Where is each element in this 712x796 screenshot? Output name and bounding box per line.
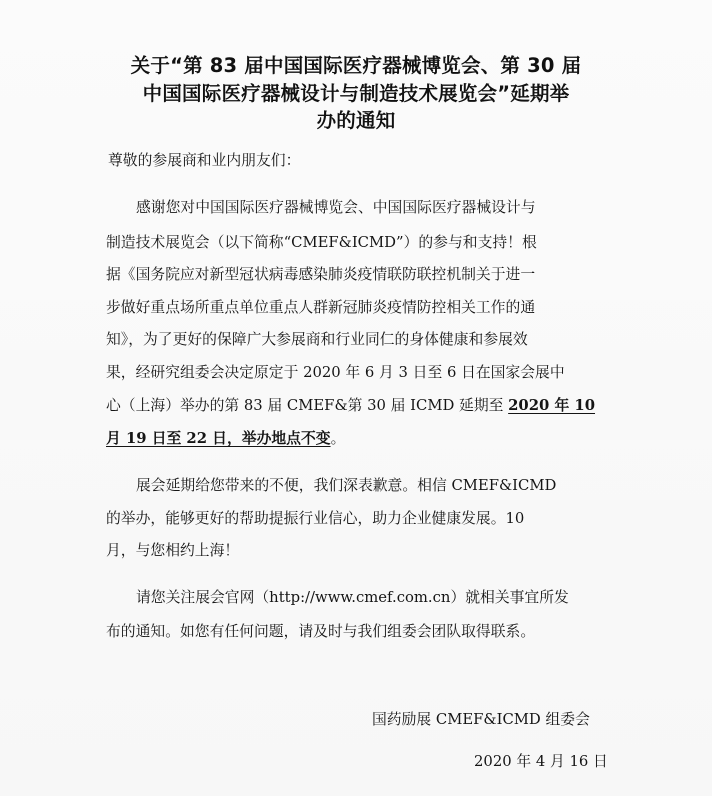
paragraph2-line-2: 的举办，能够更好的帮助提振行业信心，助力企业健康发展。10 (106, 510, 525, 527)
paragraph1-line-7-text: 心（上海）举办的第 83 届 CMEF&第 30 届 ICMD 延期至 (106, 397, 509, 414)
paragraph1-line-1: 感谢您对中国国际医疗器械博览会、中国国际医疗器械设计与 (136, 199, 536, 216)
paragraph2-line-3: 月，与您相约上海！ (106, 542, 240, 559)
notice-title-line-1: 关于“第 83 届中国国际医疗器械博览会、第 30 届 (130, 54, 582, 77)
paragraph1-line-5: 知》，为了更好的保障广大参展商和行业同仁的身体健康和参展效 (106, 331, 528, 348)
paragraph1-line-3: 据《国务院应对新型冠状病毒感染肺炎疫情联防联控机制关于进一 (106, 266, 536, 283)
postponed-date-highlight-part1: 2020 年 10 (508, 397, 596, 414)
paragraph1-end-mark: 。 (330, 430, 346, 447)
notice-title-line-3: 办的通知 (316, 109, 396, 132)
paragraph3-line-2: 布的通知。如您有任何问题，请及时与我们组委会团队取得联系。 (106, 623, 536, 640)
paragraph2-line-1: 展会延期给您带来的不便，我们深表歉意。相信 CMEF&ICMD (136, 477, 557, 494)
notice-date: 2020 年 4 月 16 日 (474, 753, 608, 770)
paragraph3-line-1: 请您关注展会官网（http://www.cmef.com.cn）就相关事宜所发 (136, 589, 569, 606)
signature: 国药励展 CMEF&ICMD 组委会 (372, 711, 590, 728)
postponed-date-highlight-part2: 月 19 日至 22 日，举办地点不变 (106, 430, 331, 447)
notice-title-line-2: 中国国际医疗器械设计与制造技术展览会”延期举 (142, 82, 570, 105)
salutation: 尊敬的参展商和业内朋友们： (108, 152, 301, 169)
paragraph1-line-8 (106, 429, 345, 449)
paragraph1-line-7 (106, 396, 595, 416)
paragraph1-line-6: 果，经研究组委会决定原定于 2020 年 6 月 3 日至 6 日在国家会展中 (106, 364, 565, 381)
paragraph1-line-4: 步做好重点场所重点单位重点人群新冠肺炎疫情防控相关工作的通 (106, 299, 536, 316)
paragraph1-line-2: 制造技术展览会（以下简称“CMEF&ICMD”）的参与和支持！根 (106, 234, 537, 251)
